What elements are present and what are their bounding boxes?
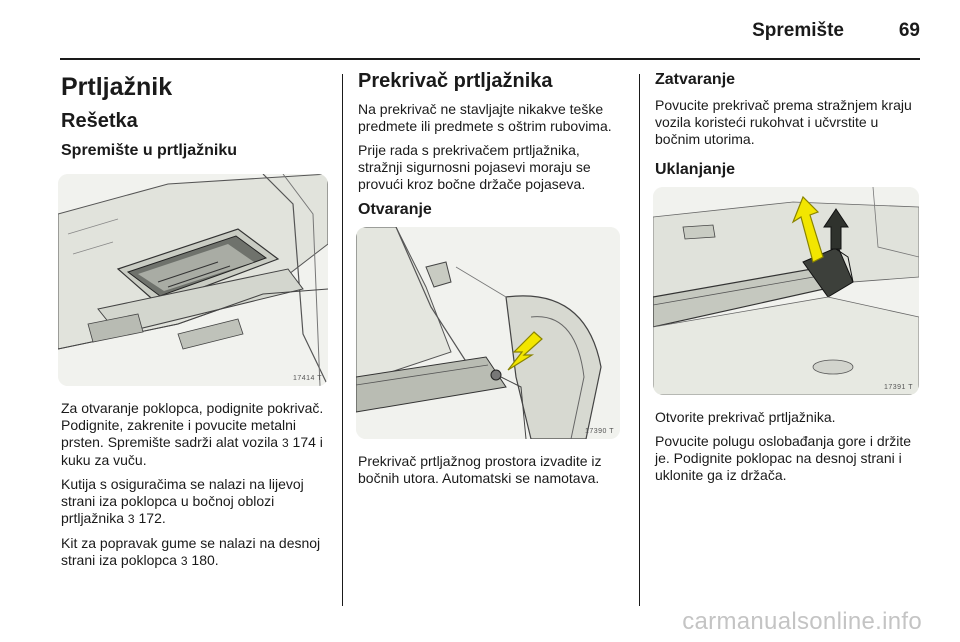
floor-storage-drawing [58,174,328,386]
figure-code: 17390 T [584,428,614,436]
figure-code: 17391 T [883,384,913,392]
triangle-right-icon: 3 [180,553,188,568]
triangle-right-icon: 3 [281,435,289,450]
page-number: 69 [898,20,920,41]
topic-title: Zatvaranje [655,71,736,88]
paragraph: Otvorite prekrivač prtljažnika. [655,409,836,426]
paragraph: Prije rada s prekrivačem prtljažnika, stražnji sigurnosni pojasevi moraju se provući kroz bočne držače pojaseva. [358,142,591,192]
paragraph: Povucite prekrivač prema stražnjem kraju vozila koristeći rukohvat i učvrstite u bočnim utorima. [655,97,912,148]
figure-code: 17414 T [292,374,322,382]
column-3 [655,70,923,491]
paragraph: Prekrivač prtljažnog prostora izvadite iz bočnih utora. Automatski se namotava. [358,453,602,487]
luggage-compartment-illustration [58,174,328,386]
page-header [0,0,960,62]
column-1 [61,70,326,577]
subsection-title: Prekrivač prtljažnika [358,70,553,92]
paragraph: Za otvaranje poklopca, podignite pokrivač. Podignite, zakrenite i povucite metalni prsten. Spremište sadrži alat vozila 3 174 i kuku za vuču. [61,399,324,468]
paragraph: Kit za popravak gume se nalazi na desnoj strani iza poklopca 3 180. [61,534,321,568]
chapter-title: Spremište [752,20,844,41]
watermark-brand: carmanualsonline.info [682,608,922,635]
column-divider-right [639,74,640,606]
topic-title: Otvaranje [358,201,432,218]
triangle-right-icon: 3 [127,511,135,526]
paragraph: Na prekrivač ne stavljajte nikakve teške predmete ili predmete s oštrim rubovima. [358,101,612,134]
paragraph: Povucite polugu oslobađanja gore i držite je. Podignite poklopac na desnoj strani i uklonite ga iz držača. [655,433,912,484]
cover-opening-illustration [356,227,620,439]
section-title: Prtljažnik [61,73,173,101]
column-2 [358,70,623,494]
header-rule [60,58,920,60]
cover-slot-drawing [356,227,620,439]
topic-title: Uklanjanje [655,161,736,179]
paragraph: Kutija s osiguračima se nalazi na lijevoj strani iza poklopca u bočnoj oblozi prtljažnika 3 172. [61,475,304,526]
cover-removal-illustration [653,187,919,395]
cover-removal-drawing [653,187,919,395]
subsection-title: Rešetka [61,109,138,132]
topic-title: Spremište u prtljažniku [61,141,238,159]
column-divider-left [342,74,343,606]
